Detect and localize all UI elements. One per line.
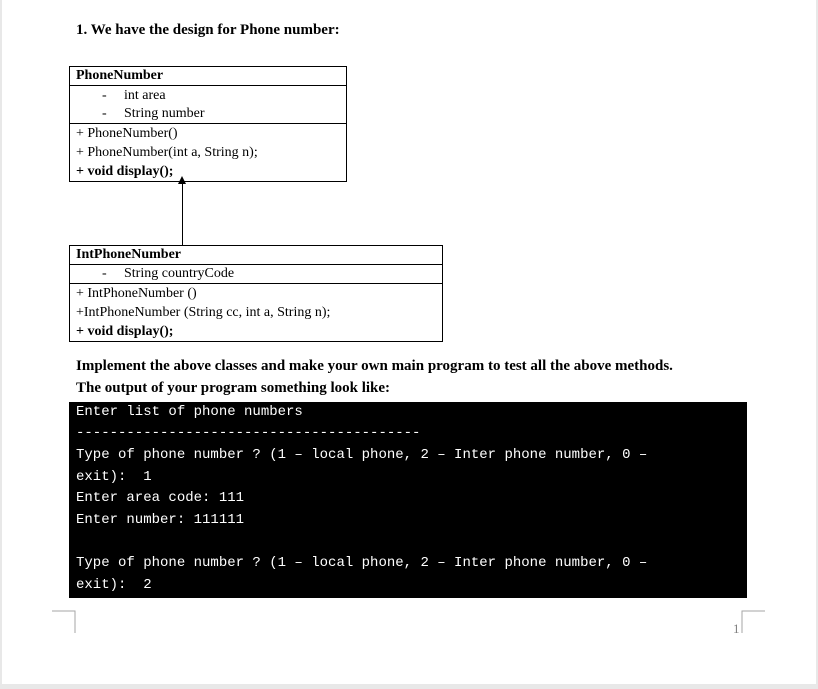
console-line: Type of phone number ? (1 – local phone, 2 – Inter phone number, 0 – [76, 555, 648, 571]
phone-number-class-name: PhoneNumber [76, 68, 164, 83]
console-line: exit): 1 [76, 469, 152, 485]
margin-corner-right-icon [740, 608, 766, 634]
int-phone-number-method: + IntPhoneNumber () [76, 286, 197, 301]
phone-number-attribute: - String number [102, 106, 205, 121]
phone-number-class-box [69, 66, 347, 182]
inheritance-arrow-line [182, 179, 183, 245]
int-phone-number-class-name: IntPhoneNumber [76, 247, 182, 262]
int-phone-number-method: +IntPhoneNumber (String cc, int a, String n); [76, 305, 331, 320]
console-line: Enter list of phone numbers [76, 404, 303, 420]
int-phone-number-class-box [69, 245, 443, 342]
console-line: Enter number: 111111 [76, 512, 245, 528]
phone-number-method: + PhoneNumber() [76, 126, 178, 141]
phone-number-method: + PhoneNumber(int a, String n); [76, 145, 258, 160]
console-line: ----------------------------------------- [76, 425, 421, 441]
console-line: exit): 2 [76, 577, 152, 593]
phone-number-attribute: - int area [102, 88, 166, 103]
section-heading: 1. We have the design for Phone number: [76, 22, 340, 38]
instruction-text: The output of your program something look like: [76, 380, 391, 396]
console-line: Type of phone number ? (1 – local phone, 2 – Inter phone number, 0 – [76, 447, 648, 463]
instruction-text: Implement the above classes and make your own main program to test all the above methods. [76, 358, 673, 374]
inheritance-arrow-head-icon [178, 176, 186, 184]
console-output [69, 402, 747, 598]
console-line: Enter area code: 111 [76, 490, 245, 506]
phone-number-method: + void display(); [76, 164, 174, 179]
margin-corner-left-icon [52, 608, 78, 634]
int-phone-number-method: + void display(); [76, 324, 174, 339]
page-number: 1 [733, 621, 740, 636]
int-phone-number-attribute: - String countryCode [102, 266, 235, 281]
